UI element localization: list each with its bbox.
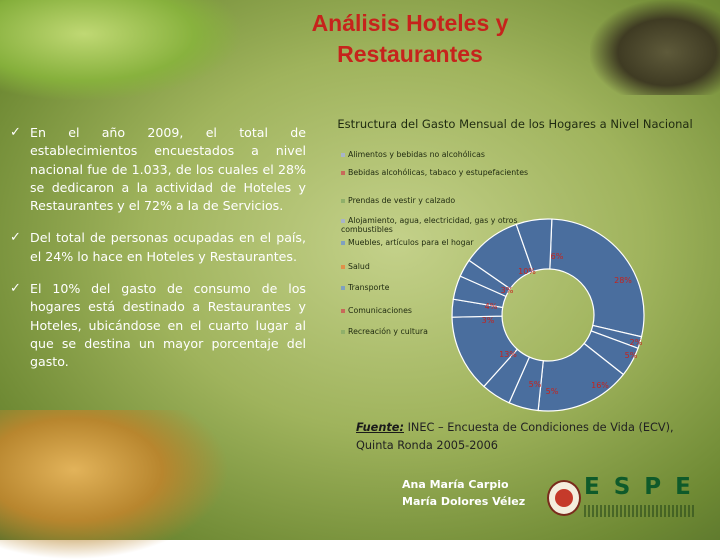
checkmark-icon: ✓ [10,125,21,140]
bullet-text: Del total de personas ocupadas en el país, el 24% lo hace en Hoteles y Restaurantes. [30,230,306,264]
legend-label: Muebles, artículos para el hogar [348,238,474,247]
source-text: INEC – Encuesta de Condiciones de Vida (ECV), Quinta Ronda 2005-2006 [356,421,674,452]
slice-label: 6% [550,252,564,261]
slice-label: 16% [591,381,609,390]
logo-subtitle-decoration [584,505,694,517]
title-line-2: Restaurantes [337,41,483,67]
slice-label: 5% [624,351,638,360]
authors [402,476,542,510]
source-label: Fuente: [356,421,404,434]
legend-label: Comunicaciones [348,306,412,315]
slice-label: 13% [499,350,517,359]
legend-label: Transporte [348,283,390,292]
espe-logo: ESPE [584,474,705,500]
slice-label: 28% [614,276,632,285]
bullet-text: En el año 2009, el total de establecimientos encuestados a nivel nacional fue de 1.033, de los cuales el 28% se dedicaron a la actividad de Hoteles y Restaurantes y el 72% a la de Servicios. [30,125,306,214]
chart-title: Estructura del Gasto Mensual de los Hogares a Nivel Nacional [337,117,693,131]
university-seal-icon [547,480,581,516]
title-line-1: Análisis Hoteles y [311,10,509,36]
source-note [356,419,706,455]
checkmark-icon: ✓ [10,281,21,297]
slice-label: 4% [484,302,498,311]
author-name: Ana María Carpio [402,478,509,491]
legend-label: Prendas de vestir y calzado [348,196,456,205]
bullet-text: El 10% del gasto de consumo de los hogares está destinado a Restaurantes y Hoteles, ubicándose en el cuarto lugar al que se destina un mayor porcentaje del gasto. [30,281,306,370]
slice-label: 10% [518,267,536,276]
author-name: María Dolores Vélez [402,495,526,508]
legend-label: Recreación y cultura [348,327,428,336]
legend-label: Bebidas alcohólicas, tabaco y estupefacientes [348,168,529,177]
slice-label: 5% [528,380,542,389]
slice-label: 3% [500,286,514,295]
checkmark-icon: ✓ [10,230,21,246]
legend-label: Alojamiento, agua, electricidad, gas y otros combustibles [341,216,518,234]
legend-label: Alimentos y bebidas no alcohólicas [348,150,485,159]
legend-label: Salud [348,262,370,271]
slice-label: 3% [481,316,495,325]
slice-label: 5% [545,387,559,396]
slice-label: 2% [629,338,643,347]
